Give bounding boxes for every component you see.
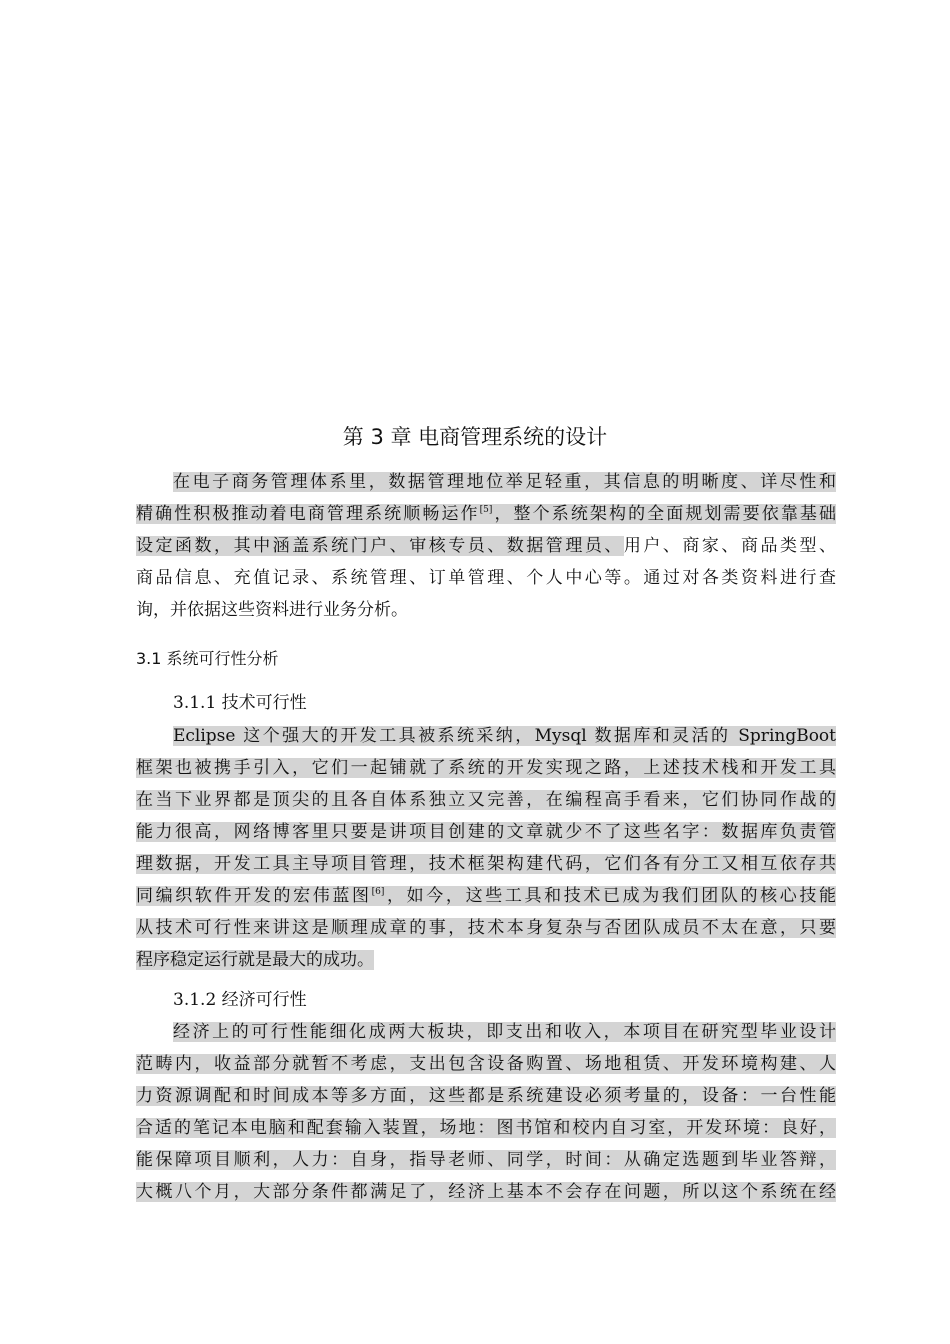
highlighted-text: Eclipse 这个强大的开发工具被系统采纳，Mysql 数据库和灵活的 SpringBoot [173,726,836,746]
text-line: 设定函数，其中涵盖系统门户、审核专员、数据管理员、用户、商家、商品类型、 [136,536,837,556]
economic-feasibility-paragraph [136,1016,836,1208]
highlighted-text: 理数据，开发工具主导项目管理，技术框架构建代码，它们各有分工又相互依存共 [136,854,836,874]
subsection-heading: 3.1.2 经济可行性 [173,990,307,1010]
text-line [136,1048,836,1080]
text-line [136,1080,836,1112]
text-line [136,816,836,848]
highlighted-text: 程序稳定运行就是最大的成功。 [136,950,374,970]
citation-ref: [5] [479,505,493,515]
chapter-title: 第 3 章 电商管理系统的设计 [342,425,608,449]
text-line [136,1144,836,1176]
highlighted-text: 经济上的可行性能细化成两大板块，即支出和收入，本项目在研究型毕业设计 [173,1022,836,1042]
highlighted-text: 范畴内，收益部分就暂不考虑，支出包含设备购置、场地租赁、开发环境构建、人 [136,1054,836,1074]
highlighted-text: 设定函数，其中涵盖系统门户、审核专员、数据管理员、 [136,536,624,556]
tech-feasibility-paragraph [136,720,836,976]
highlighted-text: 合适的笔记本电脑和配套输入装置，场地：图书馆和校内自习室，开发环境：良好， [136,1118,836,1138]
intro-paragraph [136,466,836,626]
text-line: 询，并依据这些资料进行业务分析。 [136,600,408,620]
text-line [136,784,836,816]
text-line [136,466,836,498]
text-line [136,1176,836,1208]
text-line [136,1016,836,1048]
text-line [136,720,836,752]
highlighted-text: 精确性积极推动着电商管理系统顺畅运作[5]，整个系统架构的全面规划需要依靠基础 [136,504,836,524]
text-line [136,1112,836,1144]
text-line [136,752,836,784]
highlighted-text: 大概八个月，大部分条件都满足了，经济上基本不会存在问题，所以这个系统在经 [136,1182,836,1202]
subsection-heading: 3.1.1 技术可行性 [173,693,307,713]
highlighted-text: 同编织软件开发的宏伟蓝图[6]，如今，这些工具和技术已成为我们团队的核心技能 [136,886,837,906]
text-line: 商品信息、充值记录、系统管理、订单管理、个人中心等。通过对各类资料进行查 [136,568,836,588]
highlighted-text: 在电子商务管理体系里，数据管理地位举足轻重，其信息的明晰度、详尽性和 [173,472,836,492]
text-line [136,498,836,530]
section-heading: 3.1 系统可行性分析 [136,649,279,668]
highlighted-text: 在当下业界都是顶尖的且各自体系独立又完善，在编程高手看来，它们协同作战的 [136,790,836,810]
highlighted-text: 力资源调配和时间成本等多方面，这些都是系统建设必须考量的，设备：一台性能 [136,1086,836,1106]
highlighted-text: 框架也被携手引入，它们一起铺就了系统的开发实现之路，上述技术栈和开发工具 [136,758,836,778]
text-line [136,912,836,944]
text-line [136,944,836,976]
highlighted-text: 从技术可行性来讲这是顺理成章的事，技术本身复杂与否团队成员不太在意，只要 [136,918,836,938]
text-line [136,848,836,880]
citation-ref: [6] [371,887,385,897]
text-line [136,880,836,912]
highlighted-text: 能力很高，网络博客里只要是讲项目创建的文章就少不了这些名字：数据库负责管 [136,822,836,842]
highlighted-text: 能保障项目顺利，人力：自身，指导老师、同学，时间：从确定选题到毕业答辩， [136,1150,836,1170]
